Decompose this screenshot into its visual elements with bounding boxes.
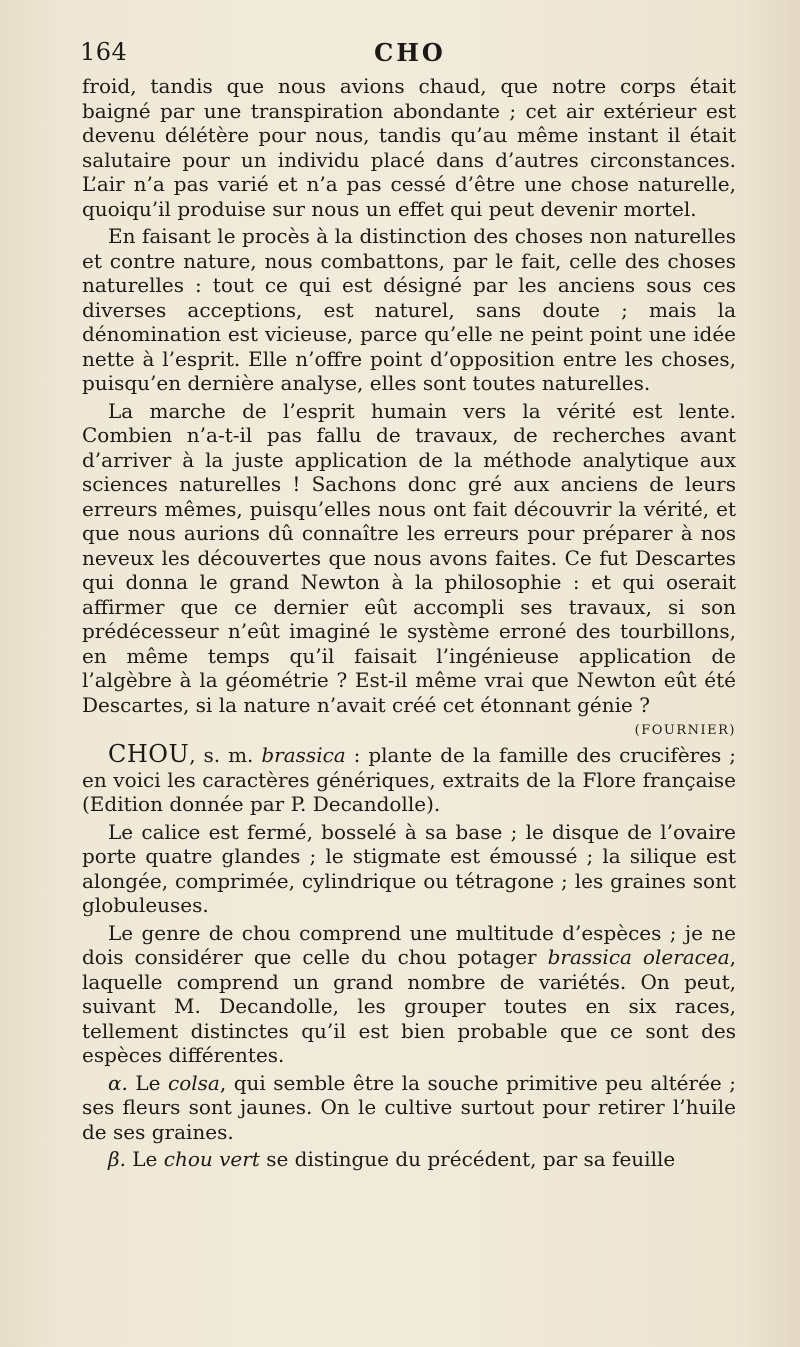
paragraph-colsa: [82, 1071, 736, 1145]
chou-vert-name: chou vert: [163, 1147, 260, 1171]
paragraph-3: La marche de l’esprit humain vers la vérité est lente. Combien n’a-t-il pas fallu de travaux, de recherches avant d’arriver à la juste application de la méthode analytique aux sciences naturelles ! Sachons donc gré aux anciens de leurs erreurs mêmes, puisqu’elles nous ont fait découvrir la vérité, et que nous aurions dû connaître les erreurs pour préparer à nos neveux les découvertes que nous avons faites. Ce fut Descartes qui donna le grand Newton à la philosophie : et qui oserait affirmer que ce dernier eût accompli ses travaux, si son prédécesseur n’eût imaginé le système erroné des tourbillons, en même temps qu’il faisait l’ingénieuse application de l’algèbre à la géométrie ? Est-il même vrai que Newton eût été Descartes, si la nature n’avait créé cet étonnant génie ?: [82, 398, 736, 717]
author-signature: (FOURNIER): [634, 723, 736, 738]
paragraph-characters: Le calice est fermé, bosselé à sa base ; le disque de l’ovaire porte quatre glandes ; le stigmate est émoussé ; la silique est alongée, comprimée, cylindrique ou tétragone ; les graines sont globuleuses.: [82, 819, 736, 917]
entry-definition: : plante de la famille des crucifères ; en voici les caractères génériques, extraits de la Flore française (Edition donnée par P. Decandolle).: [82, 743, 737, 816]
page-body: [82, 74, 736, 1175]
entry-chou: [82, 742, 736, 817]
paragraph-chou-vert: [82, 1147, 736, 1172]
genre-latin: brassica oleracea: [547, 945, 730, 969]
page-number: 164: [80, 38, 128, 66]
colsa-text: , qui semble être la souche primitive peu altérée ; ses fleurs sont jaunes. On le cultive surtout pour retirer l’huile de ses graines.: [82, 1070, 736, 1144]
entry-pos: , s. m.: [189, 743, 262, 767]
entry-latin-name: brassica: [261, 743, 346, 767]
colsa-name: colsa: [168, 1070, 220, 1095]
paragraph-2: En faisant le procès à la distinction des choses non naturelles et contre nature, nous combattons, par le fait, celle des choses naturelles : tout ce qui est désigné par les anciens sous ces diverses acceptions, est naturel, sans doute ; mais la dénomination est vicieuse, parce qu’elle ne peint point une idée nette à l’esprit. Elle n’offre point d’opposition entre les choses, puisqu’en dernière analyse, elles sont toutes naturelles.: [82, 224, 736, 395]
running-head: CHO: [374, 38, 446, 67]
chou-vert-text: se distingue du précédent, par sa feuille: [259, 1147, 676, 1171]
genre-text-b: , laquelle comprend un grand nombre de variétés. On peut, suivant M. Decandolle, les grouper toutes en six races, tellement distinctes qu’il est bien probable que ce sont des espèces différentes.: [82, 945, 736, 1067]
colsa-marker: α.: [108, 1070, 128, 1095]
chou-vert-pre: Le: [125, 1147, 164, 1171]
paragraph-genre: [82, 921, 736, 1068]
page-header: [80, 38, 740, 72]
chou-vert-marker: β.: [108, 1147, 126, 1171]
paragraph-1: froid, tandis que nous avions chaud, que notre corps était baigné par une transpiration abondante ; cet air extérieur est devenu délétère pour nous, tandis qu’au même instant il était salutaire pour un individu placé dans d’autres circonstances. L’air n’a pas varié et n’a pas cessé d’être une chose naturelle, quoiqu’il produise sur nous un effet qui peut devenir mortel.: [82, 74, 736, 221]
genre-text-a: Le genre de chou comprend une multitude d’espèces ; je ne dois considérer que celle du chou potager: [82, 920, 736, 969]
entry-headword: CHOU: [108, 740, 190, 768]
colsa-pre: Le: [127, 1070, 169, 1095]
